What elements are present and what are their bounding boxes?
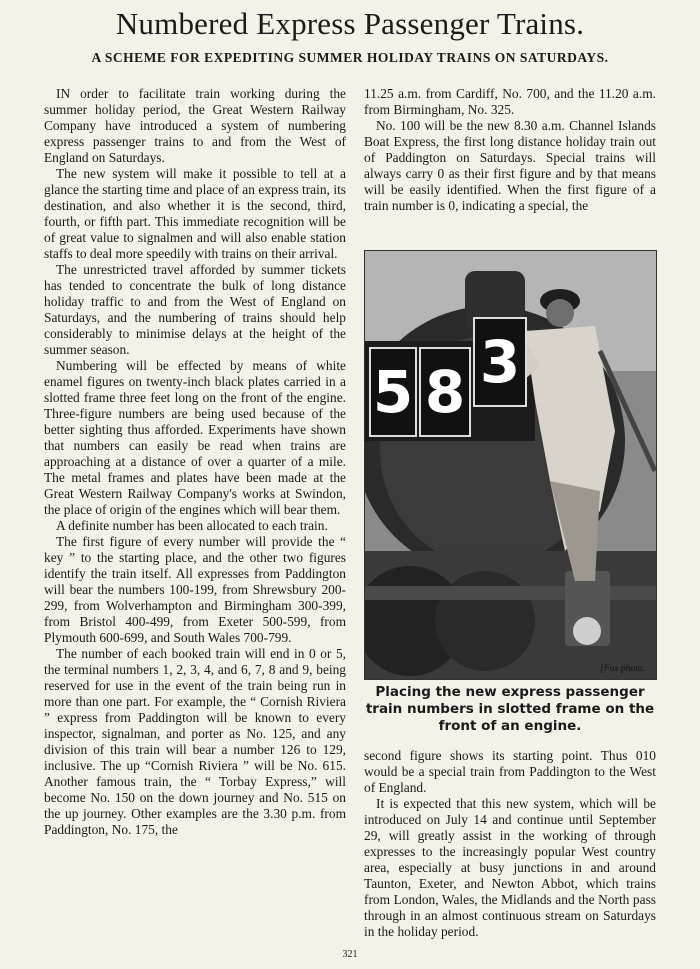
- photo-credit: [Fox photo.: [600, 664, 645, 674]
- paragraph: It is expected that this new system, which will be introduced on July 14 and continue until September 29, will greatly assist in the working of through expresses to the increasingly popular West country area, especially at busy junctions in and around Taunton, Exeter, and Newton Abbot, which trains from London, Wales, the Midlands and the North pass through in an almost continuous stream on Saturdays in the holiday period.: [364, 796, 656, 939]
- paragraph: Numbering will be effected by means of white enamel figures on twenty-inch black plates carried in a slotted frame three feet long on the front of the engine. Three-figure numbers are being used because of the better sighting thus afforded. Experiments have shown that numbers can easily be read when trains are approaching at a distance of over a quarter of a mile. The metal frames and plates have been made at the Great Western Railway Company's works at Swindon, the place of origin of the engines which will bear them.: [44, 358, 346, 517]
- paragraph: A definite number has been allocated to each train.: [56, 518, 328, 533]
- right-column-top: [364, 86, 656, 214]
- left-column: [44, 86, 346, 838]
- number-plates: [365, 251, 656, 679]
- paragraph: The unrestricted travel afforded by summer tickets has tended to concentrate the bulk of long distance holiday traffic to and from the West of England on Saturdays, and the numbering of trains should help considerably to minimise delays at the height of the summer season.: [44, 262, 346, 357]
- engine-photo: [364, 250, 657, 680]
- paragraph: second figure shows its starting point. Thus 010 would be a special train from Paddington to the West of England.: [364, 748, 656, 795]
- paragraph: The first figure of every number will provide the “ key ” to the starting place, and the other two figures identify the train itself. All expresses from Paddington will bear the numbers 100-199, from Shrewsbury 200-299, from Wolverhampton and Birmingham 300-399, from Bristol 400-499, from Exeter 500-599, from Plymouth 600-699, and South Wales 700-799.: [44, 534, 346, 645]
- paragraph: 11.25 a.m. from Cardiff, No. 700, and the 11.20 a.m. from Birmingham, No. 325.: [364, 86, 656, 117]
- paragraph: No. 100 will be the new 8.30 a.m. Channel Islands Boat Express, the first long distance holiday train out of Paddington on Saturdays. Special trains will always carry 0 as their first figure and by that means will be easily identified. When the first figure of a train number is 0, indicating a special, the: [364, 118, 656, 213]
- number-plate: 8: [419, 347, 471, 437]
- page-number: 321: [342, 949, 358, 960]
- number-plate: 5: [369, 347, 417, 437]
- page-subtitle: A SCHEME FOR EXPEDITING SUMMER HOLIDAY TRAINS ON SATURDAYS.: [91, 50, 609, 65]
- paragraph: The number of each booked train will end in 0 or 5, the terminal numbers 1, 2, 3, 4, and 6, 7, 8 and 9, being reserved for use in the event of the train being run in more than one part. For example, the “ Cornish Riviera ” express from Paddington will be known to every inspector, signalman, and porter as No. 125, and any division of this train will bear a number 126 to 129, inclusive. The up “Cornish Riviera ” will be No. 615. Another famous train, the “ Torbay Express,” will become No. 150 on the down journey and No. 515 on the up journey. Other examples are the 3.30 p.m. from Paddington, No. 175, the: [44, 646, 346, 837]
- right-column-bottom: [364, 748, 656, 940]
- page-title: Numbered Express Passenger Trains.: [115, 6, 585, 41]
- paragraph: IN order to facilitate train working during the summer holiday period, the Great Western Railway Company have introduced a system of numbering express passenger trains to and from the West of England on Saturdays.: [44, 86, 346, 165]
- paragraph: The new system will make it possible to tell at a glance the starting time and place of an express train, its destination, and also whether it is the second, third, fourth, or fifth part. This immediate recognition will be of great value to signalmen and will also enable station staffs to deal more speedily with trains on their arrival.: [44, 166, 346, 261]
- number-plate: 3: [473, 317, 527, 407]
- photo-caption: Placing the new express passenger train numbers in slotted frame on the front of an engine.: [365, 684, 655, 734]
